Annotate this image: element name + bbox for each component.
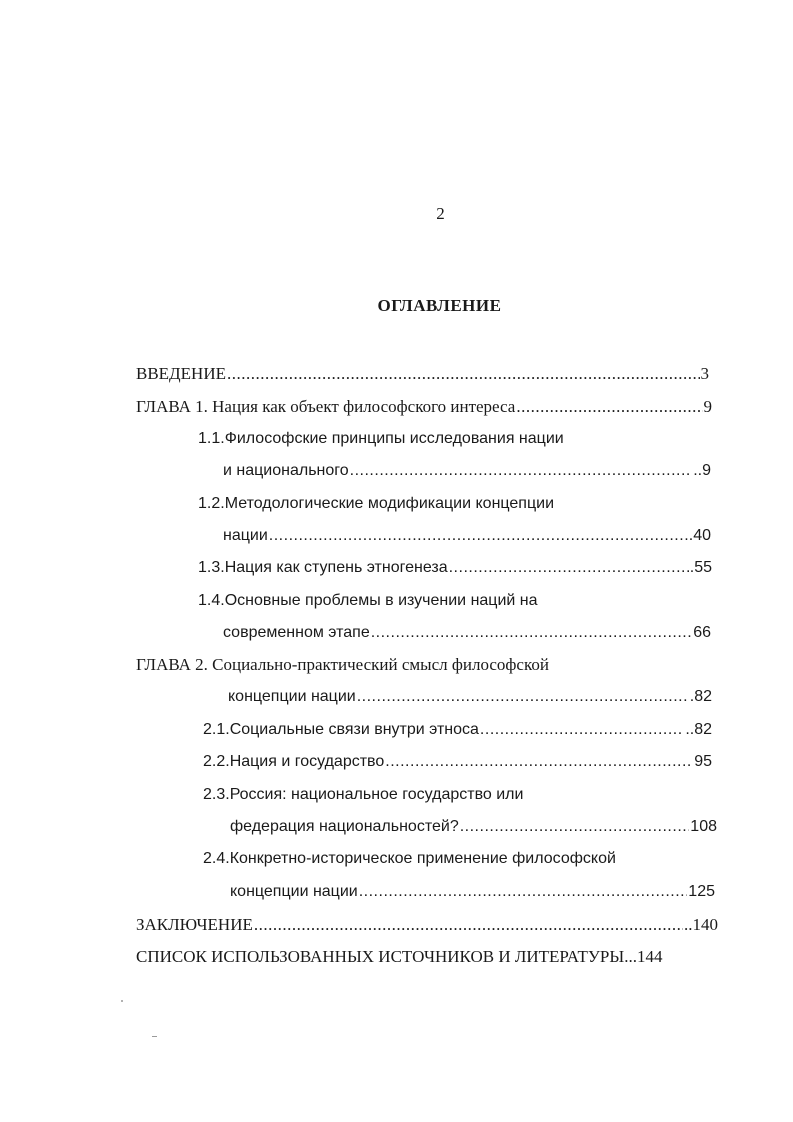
- toc-entry-text: ВВЕДЕНИЕ: [136, 364, 226, 383]
- toc-entry-page: 95: [694, 753, 712, 770]
- toc-leader: [516, 397, 702, 417]
- toc-entry-1-1-line-2: [223, 461, 711, 483]
- toc-entry-text: 2.4.Конкретно-историческое применение философской: [203, 850, 616, 867]
- toc-entry-1-2-line-1: [198, 494, 554, 516]
- toc-entry-page: 108: [690, 818, 717, 835]
- toc-entry-2-2: [203, 752, 712, 774]
- toc-entry-text: 1.1.Философские принципы исследования нации: [198, 430, 564, 447]
- toc-leader: [371, 623, 692, 643]
- toc-entry-text: ГЛАВА 2. Социально-практический смысл философской: [136, 655, 549, 674]
- toc-leader: [385, 752, 693, 772]
- page-number: 2: [436, 204, 445, 223]
- toc-entry-conclusion: [136, 915, 718, 937]
- toc-entry-text: федерация национальностей?: [230, 818, 459, 835]
- toc-entry-chapter-2-line-1: [136, 655, 549, 677]
- table-of-contents: [0, 360, 793, 980]
- toc-entry-chapter-1: [136, 397, 712, 419]
- toc-entry-text: СПИСОК ИСПОЛЬЗОВАННЫХ ИСТОЧНИКОВ И ЛИТЕРАТУРЫ: [136, 947, 625, 966]
- toc-entry-1-2-line-2: [223, 526, 711, 548]
- toc-entry-text: ЗАКЛЮЧЕНИЕ: [136, 915, 253, 934]
- toc-entry-page: ..9: [693, 462, 711, 479]
- toc-entry-1-4-line-1: [198, 591, 538, 613]
- toc-entry-text: и национального: [223, 462, 349, 479]
- toc-entry-page: .82: [689, 688, 712, 705]
- toc-entry-text: концепции нации: [228, 688, 356, 705]
- toc-entry-page: .40: [688, 527, 711, 544]
- toc-entry-text: нации: [223, 527, 268, 544]
- toc-entry-2-4-line-2: [230, 882, 715, 904]
- toc-entry-text: 2.1.Социальные связи внутри этноса: [203, 721, 479, 738]
- toc-leader: [449, 558, 689, 578]
- toc-entry-page: ..140: [684, 915, 718, 934]
- toc-entry-2-3-line-2: [230, 817, 717, 839]
- toc-entry-text: 1.2.Методологические модификации концепции: [198, 495, 554, 512]
- toc-leader: [359, 882, 688, 902]
- toc-entry-text: 1.4.Основные проблемы в изучении наций на: [198, 592, 538, 609]
- toc-entry-text: ГЛАВА 1. Нация как объект философского интереса: [136, 397, 516, 416]
- toc-entry-1-4-line-2: [223, 623, 711, 645]
- toc-entry-2-3-line-1: [203, 785, 523, 807]
- toc-entry-introduction: [136, 364, 709, 386]
- toc-leader: [269, 526, 688, 546]
- toc-entry-text: 1.3.Нация как ступень этногенеза: [198, 559, 448, 576]
- toc-leader: [460, 817, 690, 837]
- toc-entry-page: 3: [700, 364, 709, 383]
- toc-entry-page: .55: [689, 559, 712, 576]
- toc-leader: [357, 687, 689, 707]
- page-title: ОГЛАВЛЕНИЕ: [377, 296, 502, 315]
- toc-entry-page: 66: [693, 624, 711, 641]
- scan-speck: [121, 1000, 123, 1002]
- toc-entry-text: 2.3.Россия: национальное государство или: [203, 786, 524, 803]
- toc-entry-page: 9: [703, 397, 712, 416]
- toc-leader: [254, 915, 683, 935]
- toc-entry-bibliography: [136, 947, 720, 969]
- scan-speck: [152, 1036, 157, 1037]
- toc-entry-chapter-2-line-2: [228, 687, 712, 709]
- toc-leader: [227, 364, 700, 384]
- toc-entry-2-4-line-1: [203, 849, 616, 871]
- toc-entry-page: ...144: [624, 947, 663, 966]
- toc-entry-page: 125: [688, 883, 715, 900]
- toc-entry-page: ..82: [685, 721, 712, 738]
- toc-entry-1-3: [198, 558, 712, 580]
- toc-entry-2-1: [203, 720, 712, 742]
- toc-leader: [480, 720, 684, 740]
- toc-entry-text: современном этапе: [223, 624, 370, 641]
- toc-leader: [350, 461, 693, 481]
- toc-entry-text: 2.2.Нация и государство: [203, 753, 385, 770]
- toc-entry-1-1-line-1: [198, 429, 564, 451]
- toc-entry-text: концепции нации: [230, 883, 358, 900]
